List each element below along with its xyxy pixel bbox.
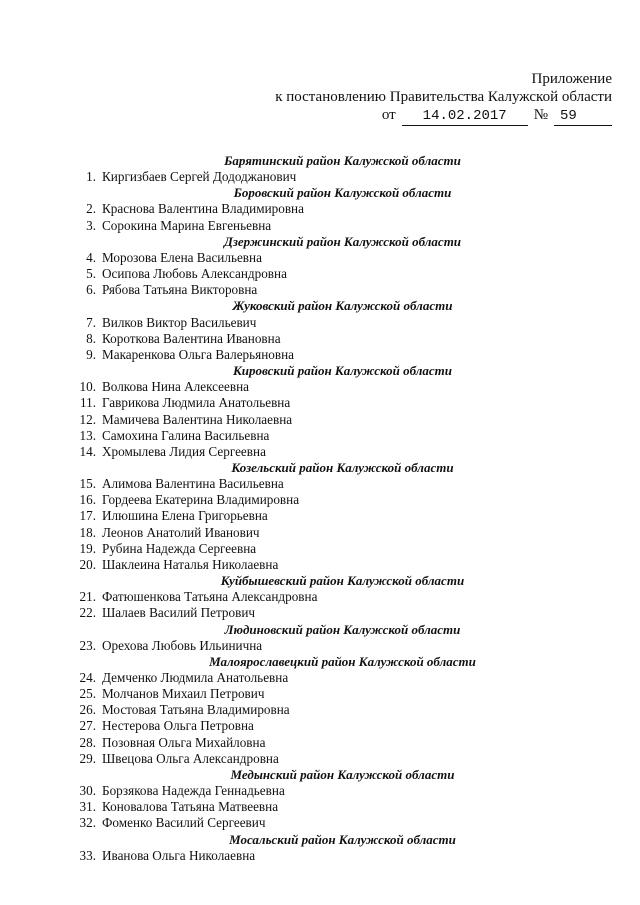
- item-number: 12.: [79, 411, 96, 427]
- section-title: Барятинский район Калужской области: [224, 153, 461, 168]
- person-name: Морозова Елена Васильевна: [102, 249, 262, 265]
- decree-date-number: [275, 106, 612, 126]
- section-title: Козельский район Калужской области: [231, 459, 454, 475]
- list-item: [70, 218, 570, 234]
- item-number: 33.: [79, 847, 96, 863]
- list-item: [70, 412, 570, 428]
- list-item: [70, 508, 570, 524]
- item-number: 16.: [79, 492, 96, 508]
- person-name: Швецова Ольга Александровна: [102, 750, 279, 766]
- item-number: 20.: [79, 556, 96, 572]
- person-name: Орехова Любовь Ильинична: [102, 637, 263, 653]
- item-number: 18.: [79, 524, 96, 540]
- item-number: 11.: [80, 395, 96, 411]
- section-title: Медынский район Калужской области: [230, 766, 455, 782]
- item-number: 17.: [79, 508, 96, 524]
- list-item: [70, 282, 570, 298]
- person-name: Волкова Нина Алексеевна: [102, 379, 250, 395]
- person-name: Алимова Валентина Васильевна: [102, 476, 284, 492]
- section-title: Боровский район Калужской области: [233, 185, 452, 201]
- person-name: Демченко Людмила Анатольевна: [102, 670, 289, 685]
- list-item: [70, 557, 570, 573]
- list-item: [70, 735, 570, 751]
- list-item: [70, 266, 570, 282]
- section-title: Жуковский район Калужской области: [232, 298, 453, 314]
- decree-date: 14.02.2017: [402, 107, 528, 126]
- item-number: 6.: [86, 282, 96, 298]
- appendix-label: Приложение: [531, 71, 612, 87]
- list-item: [70, 670, 570, 686]
- list-item: [70, 541, 570, 557]
- item-number: 27.: [79, 718, 96, 734]
- person-name: Макаренкова Ольга Валерьяновна: [102, 346, 295, 362]
- item-number: 4.: [86, 249, 96, 265]
- item-number: 5.: [86, 266, 96, 282]
- item-number: 32.: [79, 815, 96, 831]
- item-number: 15.: [79, 476, 96, 492]
- person-name: Фатюшенкова Татьяна Александровна: [102, 589, 318, 605]
- list-item: [70, 799, 570, 815]
- item-number: 19.: [79, 540, 96, 556]
- item-number: 8.: [86, 330, 96, 346]
- document-header: [275, 70, 612, 126]
- number-label: №: [533, 107, 548, 123]
- list-item: [70, 751, 570, 767]
- list-item: [70, 783, 570, 799]
- section-title: Куйбышевский район Калужской области: [220, 573, 465, 589]
- person-name: Вилков Виктор Васильевич: [102, 314, 257, 330]
- list-item: [70, 718, 570, 734]
- item-number: 24.: [79, 670, 96, 685]
- item-number: 25.: [79, 686, 96, 702]
- item-number: 31.: [79, 799, 96, 815]
- person-name: Короткова Валентина Ивановна: [102, 330, 281, 346]
- people-list: [70, 153, 570, 864]
- list-item: [70, 815, 570, 831]
- list-item: [70, 492, 570, 508]
- item-number: 1.: [86, 169, 96, 185]
- section-title: Людиновский район Калужской области: [224, 621, 461, 637]
- section-title: Малоярославецкий район Калужской области: [209, 653, 476, 669]
- item-number: 30.: [79, 783, 96, 799]
- section-title: Дзержинский район Калужской области: [223, 233, 462, 249]
- list-item: [70, 315, 570, 331]
- person-name: Осипова Любовь Александровна: [102, 266, 287, 282]
- person-name: Шаклеина Наталья Николаевна: [102, 556, 279, 572]
- list-item: [70, 848, 570, 864]
- list-item: [70, 589, 570, 605]
- person-name: Позовная Ольга Михайловна: [102, 734, 266, 750]
- list-item: [70, 250, 570, 266]
- item-number: 28.: [79, 734, 96, 750]
- person-name: Илюшина Елена Григорьевна: [102, 508, 268, 524]
- person-name: Гордеева Екатерина Владимировна: [102, 492, 300, 508]
- person-name: Мостовая Татьяна Владимировна: [102, 702, 290, 718]
- list-item: [70, 379, 570, 395]
- list-item: [70, 444, 570, 460]
- person-name: Мамичева Валентина Николаевна: [102, 411, 293, 427]
- from-label: от: [381, 107, 396, 123]
- decree-number: 59: [554, 107, 612, 126]
- person-name: Сорокина Марина Евгеньевна: [102, 217, 272, 233]
- list-item: [70, 347, 570, 363]
- list-item: [70, 201, 570, 217]
- person-name: Хромылева Лидия Сергеевна: [102, 443, 266, 459]
- item-number: 29.: [79, 750, 96, 766]
- person-name: Шалаев Василий Петрович: [102, 605, 256, 621]
- decree-reference: к постановлению Правительства Калужской области: [275, 89, 612, 105]
- person-name: Рябова Татьяна Викторовна: [102, 282, 258, 298]
- section-title: Кировский район Калужской области: [232, 363, 453, 379]
- person-name: Гаврикова Людмила Анатольевна: [102, 395, 291, 411]
- item-number: 7.: [86, 314, 96, 330]
- list-item: [70, 702, 570, 718]
- list-item: [70, 638, 570, 654]
- item-number: 23.: [79, 637, 96, 653]
- list-item: [70, 476, 570, 492]
- item-number: 13.: [79, 427, 96, 443]
- list-item: [70, 605, 570, 621]
- list-item: [70, 686, 570, 702]
- person-name: Коновалова Татьяна Матвеевна: [102, 799, 279, 815]
- item-number: 14.: [79, 443, 96, 459]
- list-item: [70, 395, 570, 411]
- list-item: [70, 428, 570, 444]
- person-name: Иванова Ольга Николаевна: [102, 847, 256, 863]
- person-name: Борзякова Надежда Геннадьевна: [102, 783, 285, 799]
- item-number: 2.: [86, 201, 96, 217]
- person-name: Самохина Галина Васильевна: [102, 427, 270, 443]
- item-number: 22.: [79, 605, 96, 621]
- list-item: [70, 525, 570, 541]
- person-name: Киргизбаев Сергей Дододжанович: [102, 169, 297, 185]
- item-number: 21.: [79, 589, 96, 605]
- list-item: [70, 169, 570, 185]
- section-title: Мосальский район Калужской области: [229, 831, 456, 847]
- person-name: Фоменко Василий Сергеевич: [102, 815, 266, 831]
- person-name: Нестерова Ольга Петровна: [102, 718, 254, 734]
- item-number: 9.: [86, 346, 96, 362]
- item-number: 3.: [86, 217, 96, 233]
- list-item: [70, 331, 570, 347]
- person-name: Рубина Надежда Сергеевна: [102, 540, 257, 556]
- item-number: 10.: [79, 379, 96, 395]
- item-number: 26.: [79, 702, 96, 718]
- person-name: Молчанов Михаил Петрович: [102, 686, 265, 702]
- person-name: Краснова Валентина Владимировна: [102, 201, 304, 217]
- person-name: Леонов Анатолий Иванович: [102, 524, 260, 540]
